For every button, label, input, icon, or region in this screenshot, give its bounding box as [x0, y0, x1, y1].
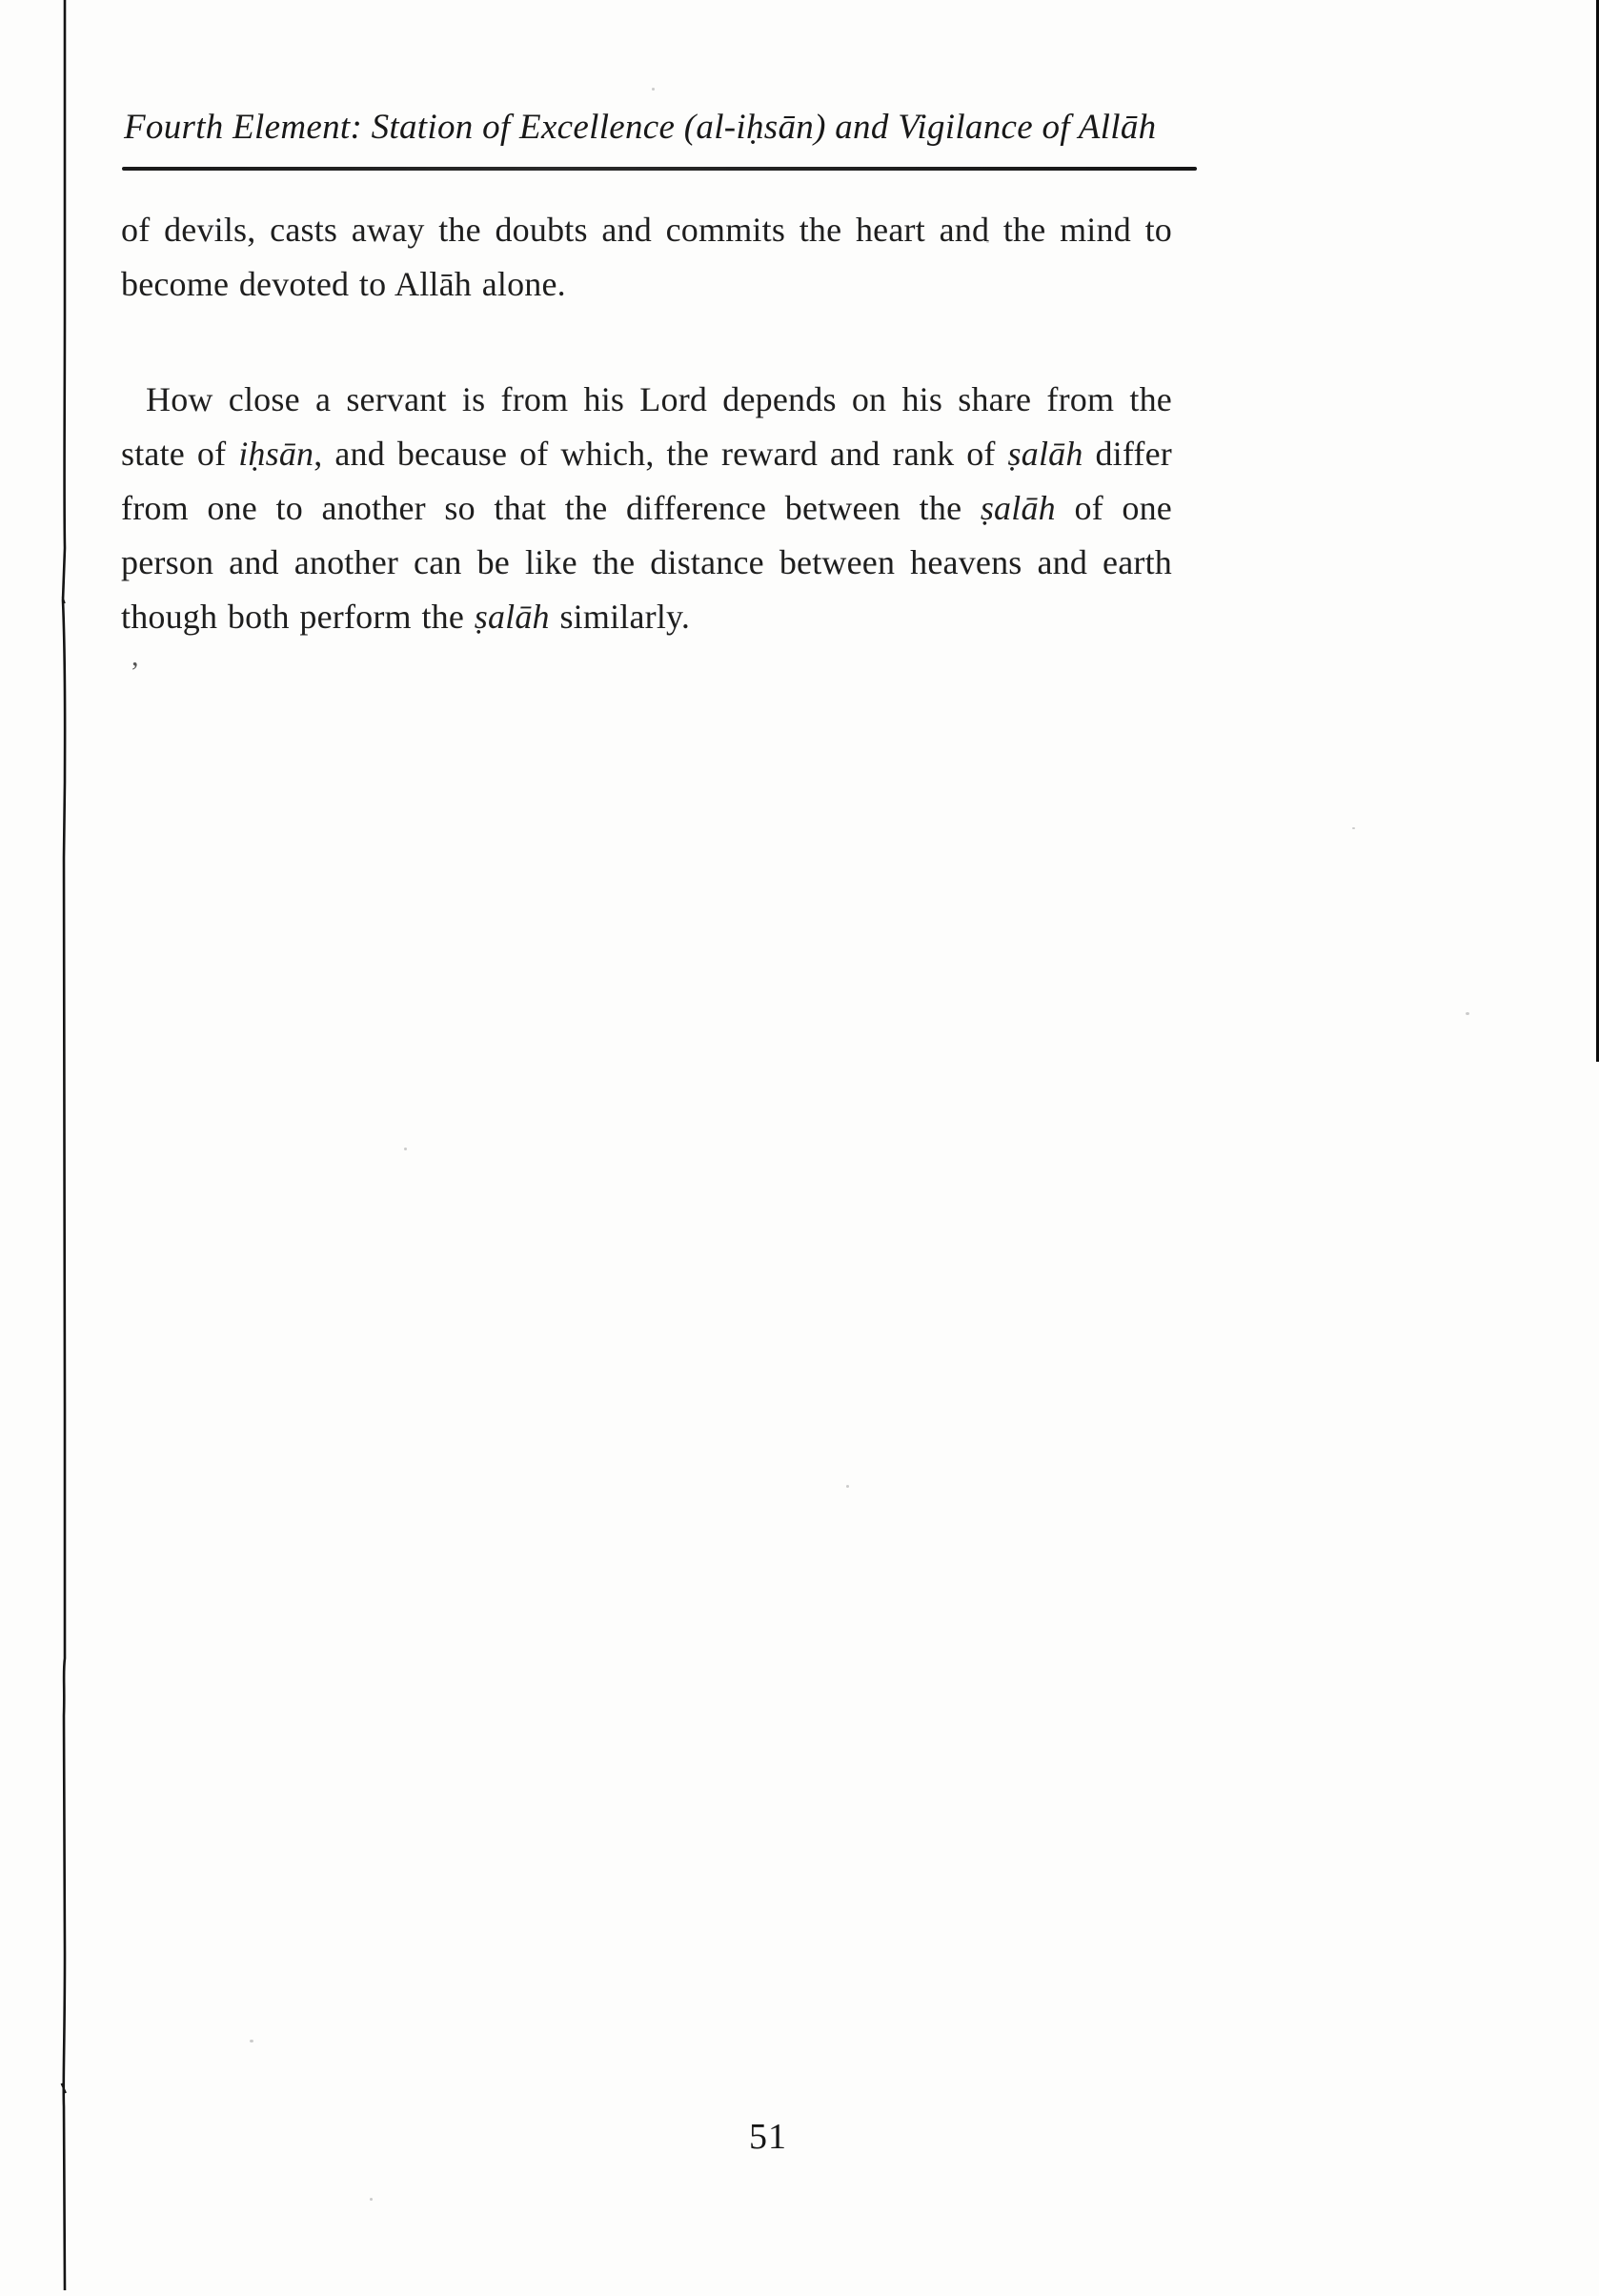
text-run: of devils, casts away the doubts and commits the heart and the mind to become devoted to Allāh alone. [121, 211, 1172, 303]
italic-term: ṣalāh [980, 489, 1056, 527]
comma-artifact: , [132, 640, 139, 672]
running-head: Fourth Element: Station of Excellence (al-iḥsān) and Vigilance of Allāh [124, 108, 1157, 147]
scan-speck [986, 240, 989, 243]
text-run: of one person and another can be like the distance between heavens and earth though both perform the [121, 489, 1172, 636]
text-run: , and because of which, the reward and rank of [314, 435, 1008, 473]
italic-term: ṣalāh [474, 598, 550, 636]
scan-speck [404, 1148, 407, 1150]
italic-term: iḥsān [238, 435, 314, 473]
paragraph [121, 373, 1172, 644]
scan-speck [250, 2040, 253, 2042]
page-number: 51 [749, 2117, 787, 2157]
scan-speck [1352, 827, 1355, 829]
paragraph [121, 203, 1172, 312]
scan-speck [846, 1485, 849, 1488]
italic-term: ṣalāh [1007, 435, 1083, 473]
text-run: How close a servant is from his Lord depends on his share from the state of [121, 380, 1172, 473]
scan-speck [1466, 1012, 1469, 1015]
text-run: similarly. [549, 598, 691, 636]
text-block [121, 203, 1172, 705]
text-run: differ from one to another so that the difference between the [121, 435, 1172, 527]
header-rule [122, 167, 1197, 171]
scan-speck [652, 88, 655, 91]
scan-line-left [56, 0, 71, 2290]
scan-speck [370, 2198, 373, 2201]
